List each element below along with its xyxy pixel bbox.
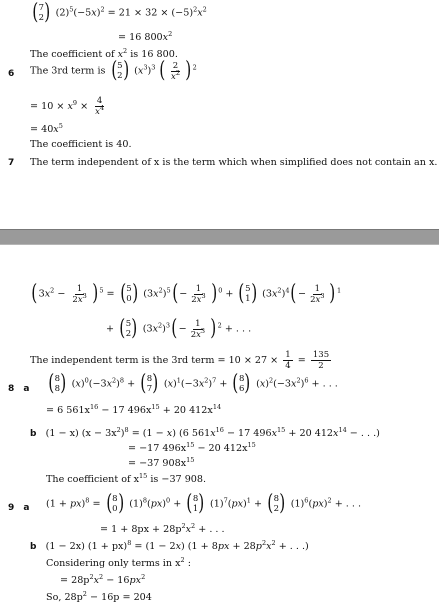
question-7-text: The term independent of x is the term which when simplified does not contain an x.: [30, 157, 438, 168]
question-8b-line-1: b (1 − x) $(x - 3x^2)^8 = (1 - x)$ (6 $561x^{16} - 17$ $496x^{15} + 20$ $412x^{14}$ − . . .): [30, 426, 380, 439]
question-6-number: 6: [8, 69, 15, 79]
expansion-line-1-rhs: = 21 × 32 × (−5): [107, 7, 194, 19]
question-6-line-3: = $40x^5$: [30, 122, 63, 135]
question-8-coefficient: The coefficient of $x^{15}$ is −37 908.: [46, 472, 207, 485]
question-9b-consider: Considering only terms in $x^2$ :: [46, 556, 191, 569]
page-divider: [0, 229, 439, 245]
independent-term-line: The independent term is the 3rd term = 10 × 27 × $\frac{1}{4}$ = $\frac{135}{2}$: [30, 350, 330, 371]
question-8b-line-3: = −37 $908x^{15}$: [128, 456, 195, 469]
question-9-part-a: a: [23, 503, 30, 513]
question-6-line-2: = $10 \times x^9$ × $\frac{4}{x^4}$: [30, 96, 105, 117]
binomial-expansion-row-1: ($3x^2$ − $\frac{1}{2x^3}$ )$^5$ = ( 5 0 ) $(3x^2)^5(-$ $\frac{1}{2x^3}$ )$^0$ + ( 5 1 ) $(3x^2)^4(-$ $\frac{1}{2x^3}$ )$^1$: [31, 281, 342, 306]
coefficient-line: The coefficient of $x^2$ is 16 800.: [30, 47, 178, 60]
question-9-part-b: b: [30, 542, 37, 552]
question-7-number: 7: [8, 158, 15, 168]
question-6-coefficient: The coefficient is 40.: [30, 139, 132, 150]
question-9b-line-4: So, $28p^2 - 16p = 204$: [46, 590, 152, 603]
question-8-part-a: a: [23, 384, 30, 394]
binomial-expansion-row-2: + ( 5 2 ) $(3x^2)^3(-$ $\frac{1}{2x^3}$ )$^2$ + . . .: [106, 316, 252, 341]
question-8b-line-2: = −17 $496x^{15} - 20$ $412x^{15}$: [128, 441, 256, 454]
question-8a-line-1: ( 8 8 ) $(x)^0(-3x^2)^8$ + ( 8 7 ) $(x)^1(-3x^2)^7$ + ( 8 6 ) $(x)^2(-3x^2)^6$ + . . .: [48, 371, 338, 396]
question-9a-line-1: (1 + px)$^8$ = ( 8 0 ) $(1)^8(px)^0$ + ( 8 1 ) $(1)^7(px)^1$ + ( 8 2 ) $(1)^6(px)^2$ + . . .: [46, 491, 362, 516]
question-8-number: 8 a: [8, 384, 30, 394]
question-9b-line-3: = $28p^2x^2 - 16px^2$: [60, 573, 146, 586]
expansion-line-1: ( 7 2 ) $(2)^5(-5x)^2 = 21 \times 32 \times (-5)^2x^2$: [32, 0, 207, 25]
expansion-line-2: = 16 $800x^2$: [118, 30, 173, 43]
question-9-number: 9 a: [8, 503, 30, 513]
question-8-part-b: b: [30, 429, 37, 439]
question-9a-line-2: = $1 + 8px + 28p^2x^2$ + . . .: [100, 522, 225, 535]
question-9b-line-1: b (1 − 2x) (1 + px)$^8$ = (1 − 2x) ($1 + 8px + 28p^2x^2$ + . . .): [30, 539, 309, 552]
question-6-line-1: The 3rd term is ( 5 2 ) $(x^3)^3$ ( $\frac{2}{x^2}$ )$^2$: [30, 58, 197, 83]
question-8a-line-2: = 6 $561x^{16} - 17$ $496x^{15} + 20$ $412x^{14}$: [46, 403, 222, 416]
